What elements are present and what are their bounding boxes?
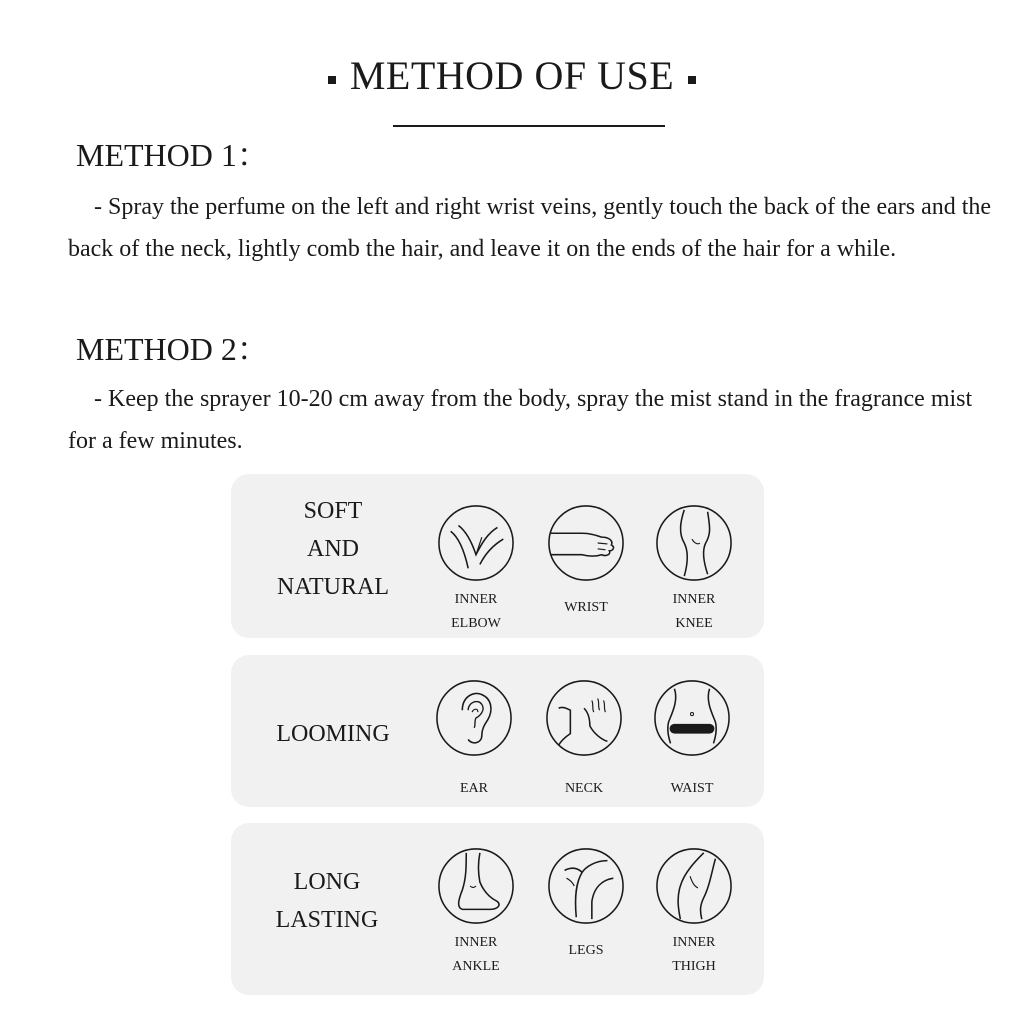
panel-label: LONG LASTING xyxy=(275,869,379,933)
waist-icon xyxy=(653,679,731,757)
inner-knee-icon xyxy=(655,504,733,582)
panel-long-lasting xyxy=(231,823,764,995)
method-2-text: - Keep the sprayer 10-20 cm away from the body, spray the mist stand in the fragrance mist for a few minutes. xyxy=(68,386,973,454)
title-bullet-right xyxy=(688,76,696,84)
icon-group-waist xyxy=(644,679,740,801)
neck-icon xyxy=(545,679,623,757)
icon-label: INNER ELBOW xyxy=(451,592,501,631)
method-1-heading: METHOD 1： xyxy=(76,137,269,173)
page-title xyxy=(0,52,1024,99)
panel-label: SOFT AND NATURAL xyxy=(277,498,389,600)
icon-group-neck xyxy=(536,679,632,801)
icon-group-wrist xyxy=(538,504,634,620)
title-bullet-left xyxy=(328,76,336,84)
ear-icon xyxy=(435,679,513,757)
icon-group-inner-knee xyxy=(646,504,742,636)
panel-looming xyxy=(231,655,764,807)
page-title-text: METHOD OF USE xyxy=(349,53,675,98)
icon-label: WAIST xyxy=(670,781,714,796)
panel-soft-and-natural xyxy=(231,474,764,638)
icon-label: WRIST xyxy=(564,600,608,615)
icon-group-inner-ankle xyxy=(428,847,524,979)
icon-label: NECK xyxy=(564,781,604,796)
method-2-heading: METHOD 2： xyxy=(76,331,269,367)
icon-label: INNER THIGH xyxy=(672,935,716,974)
icon-label: INNER KNEE xyxy=(672,592,716,631)
panel-label: LOOMING xyxy=(276,721,390,747)
wrist-icon xyxy=(547,504,625,582)
inner-elbow-icon xyxy=(437,504,515,582)
icon-label: INNER ANKLE xyxy=(452,935,500,974)
legs-icon xyxy=(547,847,625,925)
title-underline xyxy=(393,125,665,127)
icon-group-legs xyxy=(538,847,634,963)
icon-group-ear xyxy=(426,679,522,801)
icon-group-inner-elbow xyxy=(428,504,524,636)
icon-label: LEGS xyxy=(568,943,604,958)
method-1-text: - Spray the perfume on the left and right wrist veins, gently touch the back of the ears and the back of the neck, lightly comb the hair, and leave it on the ends of the hair for a while. xyxy=(68,194,992,262)
inner-thigh-icon xyxy=(655,847,733,925)
inner-ankle-icon xyxy=(437,847,515,925)
icon-label: EAR xyxy=(460,781,488,796)
icon-group-inner-thigh xyxy=(646,847,742,979)
